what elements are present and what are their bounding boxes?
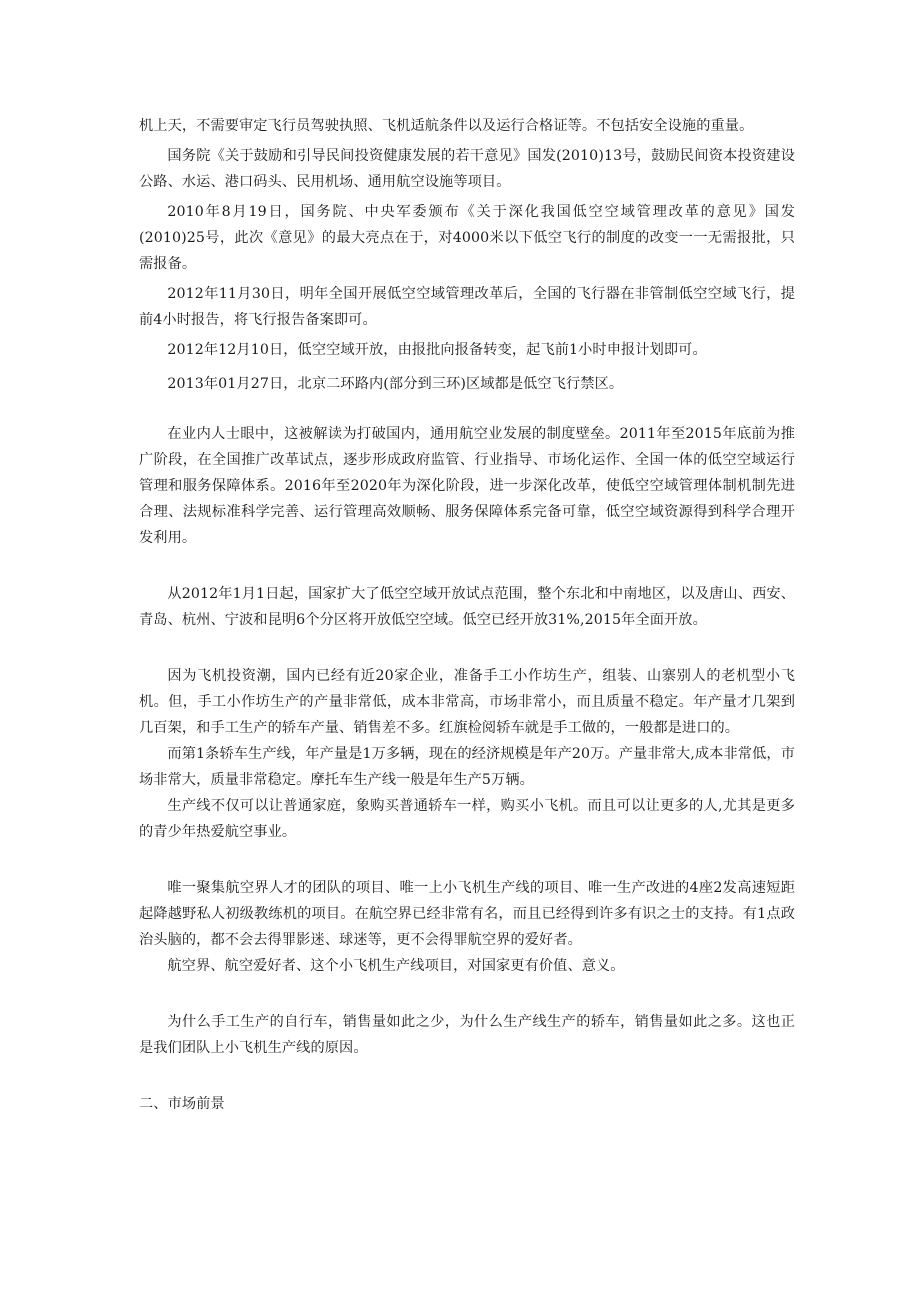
paragraph-state-council-opinion: 国务院《关于鼓励和引导民间投资健康发展的若干意见》国发(2010)13号，鼓励民间资本投资建设公路、水运、港口码头、民用机场、通用航空设施等项目。 [139, 148, 795, 190]
paragraph-continuation: 机上天，不需要审定飞行员驾驶执照、飞机适航条件以及运行合格证等。不包括安全设施的重量。 [139, 118, 754, 134]
paragraph-2013-jan: 2013年01月27日，北京二环路内(部分到三环)区域都是低空飞行禁区。 [167, 376, 624, 392]
paragraph-reason: 为什么手工生产的自行车，销售量如此之少，为什么生产线生产的轿车，销售量如此之多。这也正是我们团队上小飞机生产线的原因。 [139, 1014, 795, 1056]
paragraph-industry-view: 在业内人士眼中，这被解读为打破国内，通用航空业发展的制度壁垒。2011年至2015年底前为推广阶段，在全国推广改革试点，逐步形成政府监管、行业指导、市场化运作、全国一体的低空空域运行管理和服务保障体系。2016年至2020年为深化阶段，进一步深化改革，使低空空域管理体制机制先进合理、法规标准科学完善、运行管理高效顺畅、服务保障体系完备可靠，低空空域资源得到科学合理开发利用。 [139, 426, 795, 546]
paragraph-car-production-line: 而第1条轿车生产线，年产量是1万多辆，现在的经济规模是年产20万。产量非常大,成本非常低，市场非常大，质量非常稳定。摩托车生产线一般是年生产5万辆。 [139, 746, 795, 788]
section-heading-market-outlook: 二、市场前景 [139, 1096, 225, 1112]
paragraph-2010-reform: 2010年8月19日，国务院、中央军委颁布《关于深化我国低空空域管理改革的意见》国发(2010)25号，此次《意见》的最大亮点在于，对4000米以下低空飞行的制度的改变一一无需报批，只需报备。 [139, 204, 795, 272]
paragraph-airspace-expansion: 从2012年1月1日起，国家扩大了低空空域开放试点范围，整个东北和中南地区，以及唐山、西安、青岛、杭州、宁波和昆明6个分区将开放低空空域。低空已经开放31%,2015年全面开放。 [139, 586, 795, 628]
paragraph-investment-wave: 因为飞机投资潮，国内已经有近20家企业，准备手工小作坊生产，组装、山寨别人的老机型小飞机。但，手工小作坊生产的产量非常低，成本非常高，市场非常小，而且质量不稳定。年产量才几架到几百架，和手工生产的轿车产量、销售差不多。红旗检阅轿车就是手工做的，一般都是进口的。 [139, 668, 795, 736]
paragraph-unique-project: 唯一聚集航空界人才的团队的项目、唯一上小飞机生产线的项目、唯一生产改进的4座2发高速短距起降越野私人初级教练机的项目。在航空界已经非常有名，而且已经得到许多有识之士的支持。有1点政治头脑的，都不会去得罪影迷、球迷等，更不会得罪航空界的爱好者。 [139, 880, 795, 948]
paragraph-2012-nov: 2012年11月30日，明年全国开展低空空域管理改革后，全国的飞行器在非管制低空空域飞行，提前4小时报告，将飞行报告备案即可。 [139, 286, 795, 328]
document-body [139, 113, 795, 1117]
paragraph-production-line-benefit: 生产线不仅可以让普通家庭，象购买普通轿车一样，购买小飞机。而且可以让更多的人,尤其是更多的青少年热爱航空事业。 [139, 798, 795, 840]
paragraph-2012-dec: 2012年12月10日，低空空域开放，由报批向报备转变，起飞前1小时申报计划即可。 [167, 342, 707, 358]
paragraph-value: 航空界、航空爱好者、这个小飞机生产线项目，对国家更有价值、意义。 [167, 958, 625, 974]
